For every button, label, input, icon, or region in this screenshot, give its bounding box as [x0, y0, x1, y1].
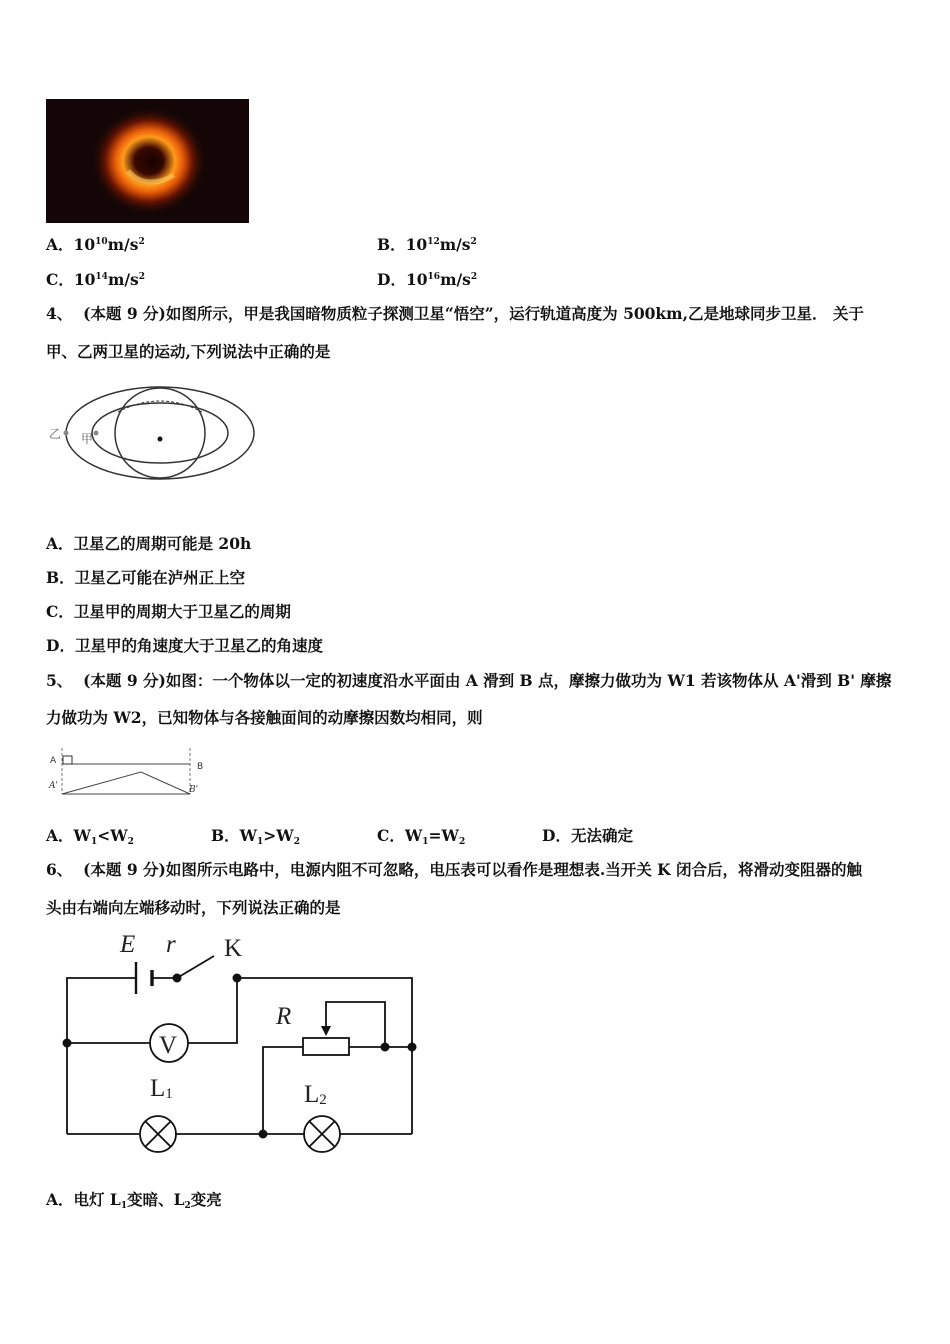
option-unit-exponent: 2	[470, 272, 478, 282]
option-text: 电灯 L	[73, 1190, 121, 1209]
w-subscript: 2	[458, 837, 466, 847]
satellite-jia	[94, 431, 99, 436]
option-text: 卫星甲的角速度大于卫星乙的角速度	[74, 636, 323, 655]
w-symbol: W	[239, 826, 258, 845]
option-label: C．	[377, 826, 405, 845]
option-value: 10	[405, 270, 428, 289]
circuit-diagram-svg	[46, 926, 426, 1158]
q3-option-d	[377, 270, 477, 290]
black-hole-ring-graphic	[46, 99, 249, 223]
option-exponent: 14	[95, 272, 108, 282]
q3-option-c	[46, 270, 145, 290]
question-text: 头由右端向左端移动时，下列说法正确的是	[46, 898, 341, 917]
q6-stem-line2	[46, 898, 341, 918]
q4-stem-line1	[46, 304, 864, 324]
orbit-diagram-svg	[46, 380, 262, 492]
earth	[115, 388, 205, 478]
operator: >	[263, 826, 277, 845]
satellite-yi	[64, 431, 69, 436]
option-label: B．	[46, 568, 75, 587]
label-e: E	[120, 931, 136, 958]
option-unit: m/s	[107, 235, 139, 254]
q4-option-d	[46, 636, 323, 656]
option-label: A．	[46, 235, 74, 254]
lamp-letter: L	[304, 1081, 320, 1108]
option-text: 卫星甲的周期大于卫星乙的周期	[73, 602, 291, 621]
option-unit-exponent: 2	[470, 237, 477, 247]
q5-option-a	[46, 826, 134, 846]
option-value: 10	[73, 235, 96, 254]
option-unit: m/s	[439, 235, 471, 254]
option-exponent: 10	[95, 237, 108, 247]
option-unit-exponent: 2	[138, 237, 145, 247]
label-l2	[304, 1081, 327, 1108]
option-value: 10	[73, 270, 96, 289]
option-text: 无法确定	[570, 826, 633, 845]
option-label: D．	[377, 270, 406, 289]
w-subscript: 1	[422, 837, 429, 847]
black-hole-image	[46, 99, 249, 223]
option-unit-exponent: 2	[138, 272, 146, 282]
orbit-diagram	[46, 380, 262, 492]
option-label: B．	[377, 235, 406, 254]
option-exponent: 12	[427, 237, 440, 247]
q4-option-c	[46, 602, 291, 622]
option-label: C．	[46, 602, 74, 621]
label-b-prime: B'	[189, 785, 199, 795]
w-subscript: 1	[257, 837, 264, 847]
option-unit: m/s	[440, 270, 471, 289]
option-subscript: 2	[184, 1201, 191, 1211]
operator: <	[97, 826, 111, 845]
earth-center	[158, 437, 163, 442]
question-text: (本题 9 分)如图：一个物体以一定的初速度沿水平面由 A 滑到 B 点，摩擦力做功为 W1 若该物体从 A'滑到 B' 摩擦	[83, 671, 892, 690]
lamp-subscript: 2	[319, 1092, 327, 1108]
lamp-subscript: 1	[165, 1086, 173, 1102]
label-b: B	[197, 762, 204, 772]
w-symbol: W	[404, 826, 423, 845]
q5-option-b	[211, 826, 300, 846]
w-symbol: W	[441, 826, 459, 845]
option-label: D．	[542, 826, 571, 845]
slider-arrow-icon	[321, 1026, 331, 1036]
option-label: A．	[46, 826, 74, 845]
option-exponent: 16	[427, 272, 441, 282]
q5-stem-line1	[46, 671, 891, 691]
w-symbol: W	[110, 826, 128, 845]
question-text: (本题 9 分)如图所示，甲是我国暗物质粒子探测卫星“悟空”，运行轨道高度为 500km,乙是地球同步卫星． 关于	[83, 304, 864, 323]
q6-stem-line1	[46, 860, 862, 880]
label-r: R	[276, 1003, 292, 1030]
q5-stem-line2	[46, 708, 483, 728]
q6-option-a	[46, 1190, 222, 1210]
option-label: D．	[46, 636, 75, 655]
orbit-inner	[92, 403, 228, 463]
w-symbol: W	[276, 826, 294, 845]
q3-option-a	[46, 235, 145, 255]
option-text: 变亮	[190, 1190, 222, 1209]
w-symbol: W	[73, 826, 91, 845]
option-label: C．	[46, 270, 74, 289]
option-label: A．	[46, 1190, 74, 1209]
incline-diagram	[46, 744, 216, 800]
label-a: A	[50, 756, 57, 766]
option-unit: m/s	[107, 270, 139, 289]
circuit-diagram	[46, 926, 426, 1158]
option-subscript: 1	[120, 1201, 128, 1211]
option-text: 卫星乙的周期可能是 20h	[73, 534, 252, 553]
q5-option-d	[542, 826, 633, 846]
label-yi: 乙	[49, 427, 62, 441]
q4-stem-line2	[46, 342, 330, 362]
q3-option-b	[377, 235, 477, 255]
question-number: 4、	[46, 304, 73, 323]
label-r-internal: r	[166, 931, 176, 958]
option-text: 卫星乙可能在泸州正上空	[74, 568, 246, 587]
question-number: 5、	[46, 671, 73, 690]
q4-option-b	[46, 568, 245, 588]
w-subscript: 2	[293, 837, 300, 847]
question-text: 力做功为 W2，已知物体与各接触面间的动摩擦因数均相同，则	[46, 708, 483, 727]
label-a-prime: A'	[49, 781, 58, 791]
w-subscript: 2	[127, 837, 134, 847]
option-label: B．	[211, 826, 240, 845]
label-jia: 甲	[81, 432, 94, 446]
q5-option-c	[377, 826, 465, 846]
label-v: V	[159, 1032, 178, 1059]
operator: =	[428, 826, 442, 845]
option-text: 变暗、L	[127, 1190, 185, 1209]
lamp-letter: L	[150, 1075, 166, 1102]
option-label: A．	[46, 534, 74, 553]
incline-diagram-svg	[46, 744, 216, 800]
w-subscript: 1	[90, 837, 98, 847]
label-k: K	[224, 935, 243, 962]
question-number: 6、	[46, 860, 73, 879]
option-value: 10	[405, 235, 428, 254]
question-text: (本题 9 分)如图所示电路中，电源内阻不可忽略，电压表可以看作是理想表.当开关 K 闭合后，将滑动变阻器的触	[83, 860, 863, 879]
q4-option-a	[46, 534, 251, 554]
question-text: 甲、乙两卫星的运动,下列说法中正确的是	[46, 342, 331, 361]
block	[63, 756, 72, 764]
label-l1	[150, 1075, 173, 1102]
